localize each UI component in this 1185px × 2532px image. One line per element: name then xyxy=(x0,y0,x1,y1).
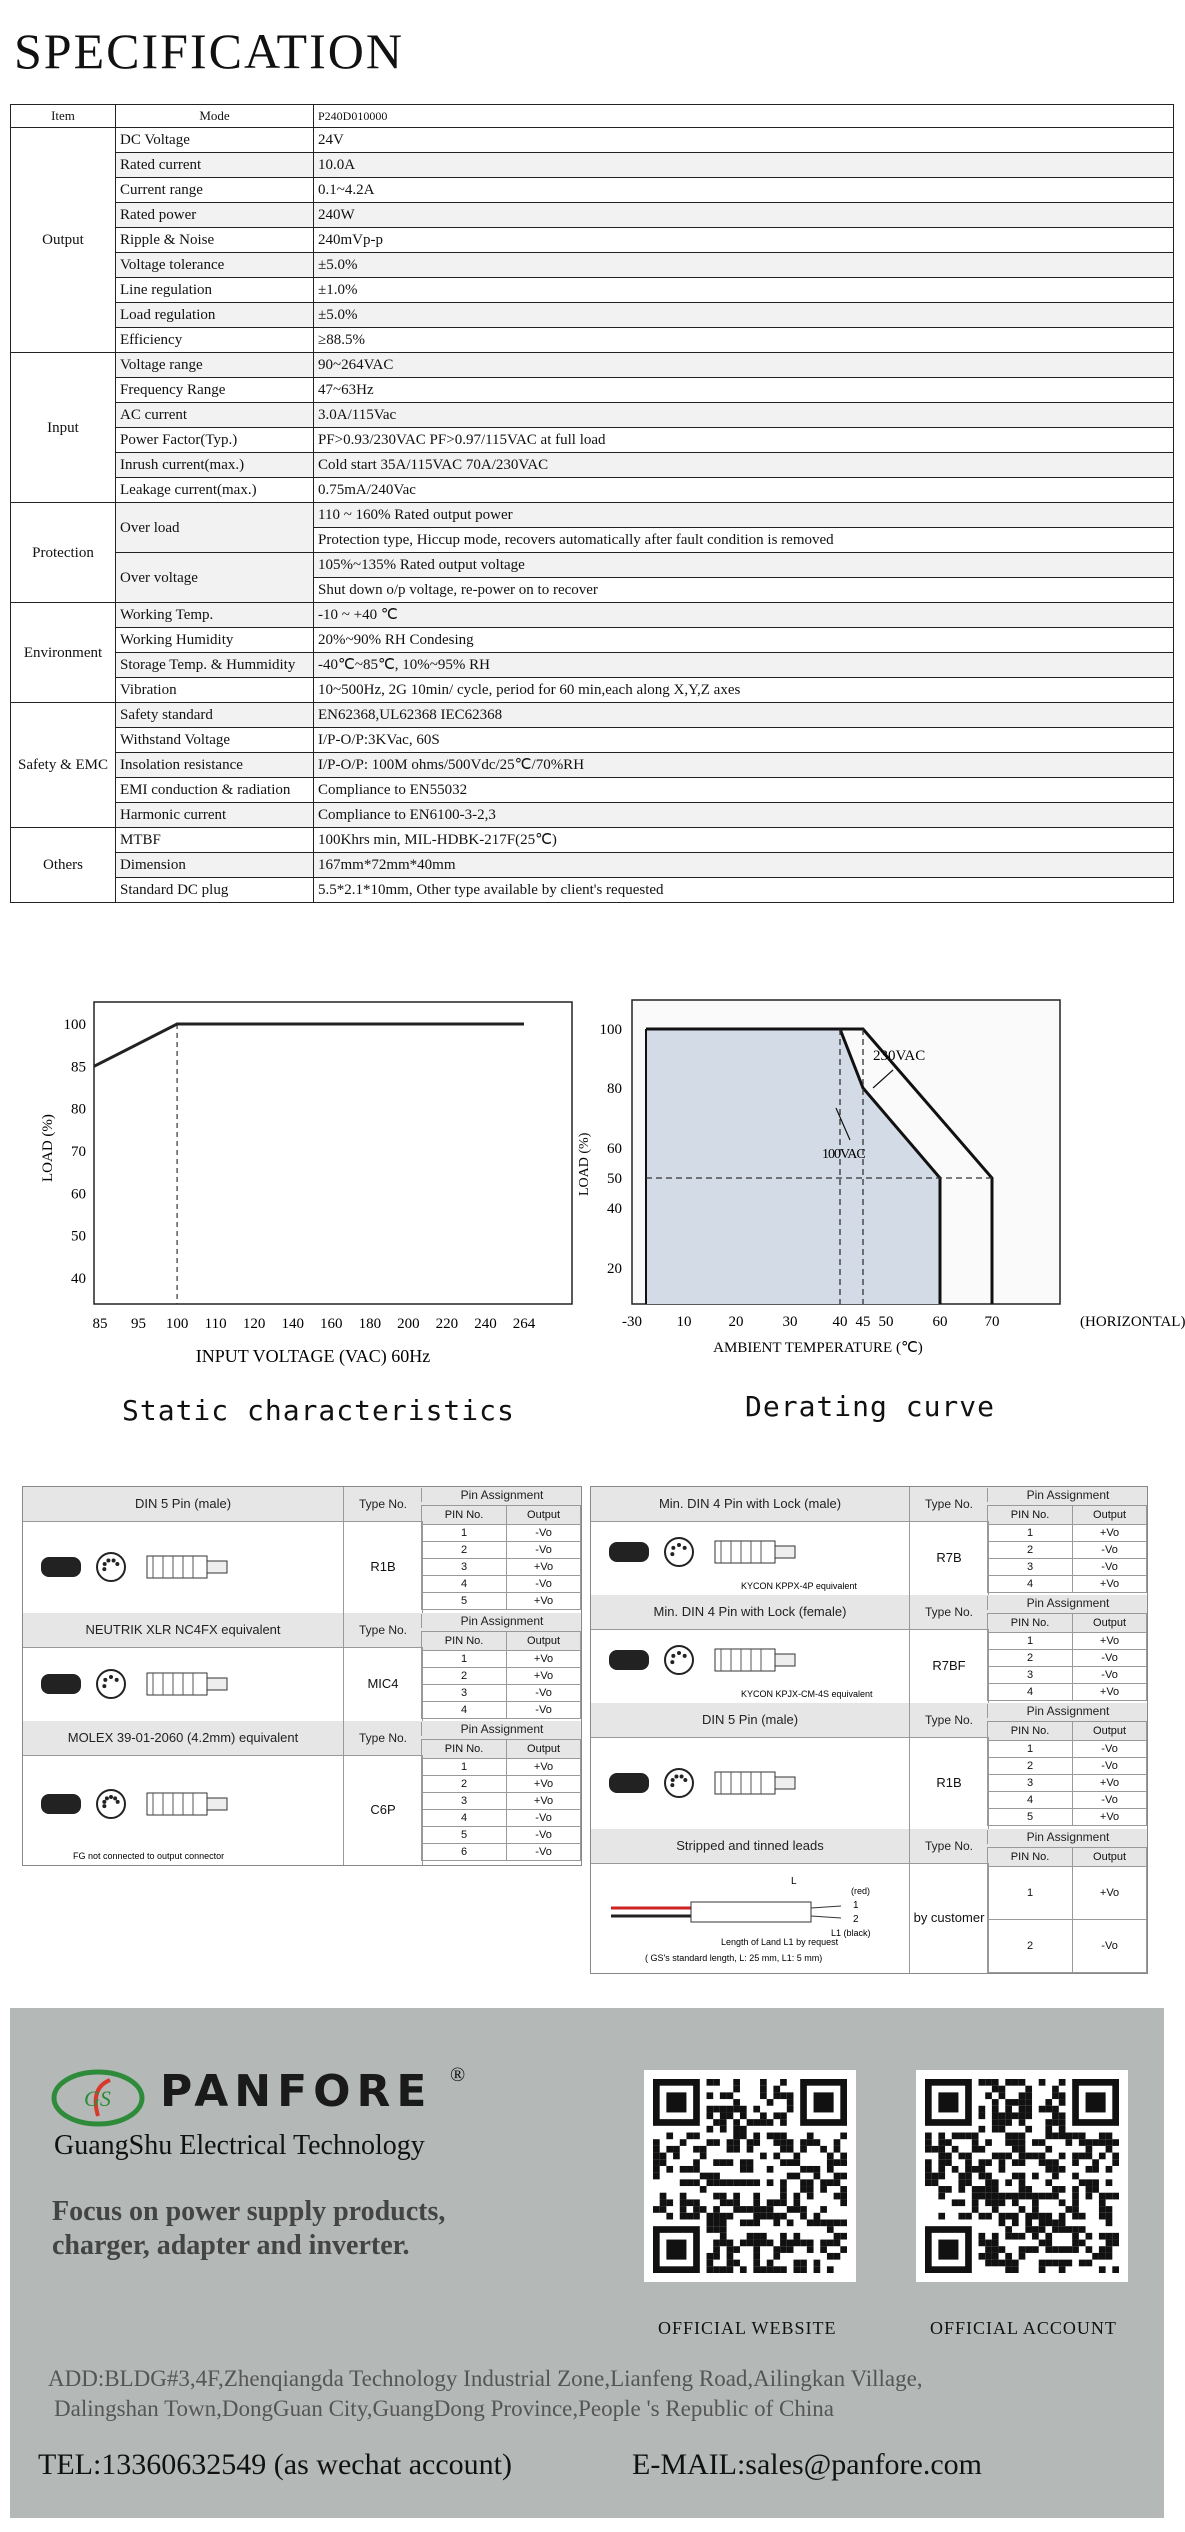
spec-row xyxy=(11,453,1174,478)
x-tick-label: 10 xyxy=(676,1314,692,1330)
header-item: Item xyxy=(11,105,116,128)
spec-value: 10.0A xyxy=(314,153,1174,178)
spec-value: Shut down o/p voltage, re-power on to recover xyxy=(314,578,1174,603)
pin-number: 3 xyxy=(988,1775,1073,1792)
connector-note: FG not connected to output connector xyxy=(73,1851,225,1861)
address-line-1: ADD:BLDG#3,4F,Zhenqiangda Technology Industrial Zone,Lianfeng Road,Ailingkan Village, xyxy=(48,2366,923,2391)
pin-output: -Vo xyxy=(1073,1741,1147,1758)
spec-value: 105%~135% Rated output voltage xyxy=(314,553,1174,578)
spec-value: 100Khrs min, MIL-HDBK-217F(25℃) xyxy=(314,828,1174,853)
pin-output: -Vo xyxy=(1073,1792,1147,1809)
y-tick-label: 50 xyxy=(607,1171,622,1187)
website-qr-code xyxy=(644,2070,856,2282)
brand-registered-mark: ® xyxy=(450,2064,466,2086)
account-qr-code xyxy=(916,2070,1128,2282)
pin-number: 4 xyxy=(422,1810,507,1827)
pin-number: 3 xyxy=(422,1559,507,1576)
spec-value: -40℃~85℃, 10%~95% RH xyxy=(314,653,1174,678)
pin-number: 5 xyxy=(988,1809,1073,1826)
spec-row xyxy=(11,303,1174,328)
pin-output: -Vo xyxy=(1073,1758,1147,1775)
pin-number: 1 xyxy=(422,1651,507,1668)
spec-key: Leakage current(max.) xyxy=(116,478,314,503)
pin-output: -Vo xyxy=(507,1685,581,1702)
series-label-230vac: 230VAC xyxy=(873,1048,926,1064)
spec-value: Protection type, Hiccup mode, recovers automatically after fault condition is removed xyxy=(314,528,1174,553)
lead-label: 2 xyxy=(853,1914,859,1925)
y-axis-label: LOAD (%) xyxy=(577,1132,592,1196)
lead-label: 1 xyxy=(853,1900,859,1911)
spec-value: 24V xyxy=(314,128,1174,153)
pin-number: 2 xyxy=(988,1758,1073,1775)
static-chart xyxy=(30,990,590,1410)
connector-title: Min. DIN 4 Pin with Lock (female) xyxy=(653,1604,847,1619)
type-no-header: Type No. xyxy=(343,1613,422,1647)
gs-logo-icon xyxy=(50,2066,146,2130)
pin-output: -Vo xyxy=(507,1525,581,1542)
x-tick-label: 40 xyxy=(832,1314,848,1330)
output-header: Output xyxy=(1073,1722,1147,1741)
y-tick-label: 85 xyxy=(71,1059,86,1076)
spec-value: 240mVp-p xyxy=(314,228,1174,253)
x-axis-label: INPUT VOLTAGE (VAC) 60Hz xyxy=(195,1346,431,1366)
output-header: Output xyxy=(1073,1614,1147,1633)
pin-number: 4 xyxy=(988,1576,1073,1593)
spec-value: 110 ~ 160% Rated output power xyxy=(314,503,1174,528)
connector-note: ( GS's standard length, L: 25 mm, L1: 5 mm) xyxy=(645,1953,823,1963)
spec-row xyxy=(11,203,1174,228)
y-tick-label: 40 xyxy=(71,1271,86,1287)
spec-row xyxy=(11,478,1174,503)
spec-key: Harmonic current xyxy=(116,803,314,828)
connector-type: by customer xyxy=(909,1863,989,1973)
spec-group-label: Input xyxy=(11,353,116,503)
spec-row xyxy=(11,753,1174,778)
spec-value: 167mm*72mm*40mm xyxy=(314,853,1174,878)
pin-output: -Vo xyxy=(1073,1650,1147,1667)
website-qr-label: OFFICIAL WEBSITE xyxy=(658,2318,837,2338)
pin-assignment-header: Pin Assignment xyxy=(987,1488,1148,1502)
spec-key: Voltage tolerance xyxy=(116,253,314,278)
pin-output: -Vo xyxy=(1073,1920,1147,1973)
spec-value: Cold start 35A/115VAC 70A/230VAC xyxy=(314,453,1174,478)
spec-row xyxy=(11,653,1174,678)
pin-output: +Vo xyxy=(507,1559,581,1576)
y-axis-label: LOAD (%) xyxy=(40,1114,56,1182)
connector-type: R1B xyxy=(909,1737,989,1829)
connector-title: Stripped and tinned leads xyxy=(676,1838,824,1853)
y-tick-label: 50 xyxy=(71,1228,86,1245)
pin-output: -Vo xyxy=(507,1576,581,1593)
x-tick-label: 100 xyxy=(165,1316,189,1332)
connector-note: Length of Land L1 by request xyxy=(721,1937,839,1947)
pin-table xyxy=(421,1631,581,1719)
spec-key: Withstand Voltage xyxy=(116,728,314,753)
pin-assignment-header: Pin Assignment xyxy=(987,1704,1148,1718)
output-header: Output xyxy=(1073,1506,1147,1525)
spec-row xyxy=(11,853,1174,878)
pin-number: 1 xyxy=(988,1633,1073,1650)
footer-banner xyxy=(10,2008,1164,2518)
pin-output: +Vo xyxy=(1073,1867,1147,1920)
series-label-100vac: 100VAC xyxy=(822,1147,865,1162)
spec-key: Over load xyxy=(116,503,314,553)
type-no-header: Type No. xyxy=(909,1487,988,1521)
spec-key: Over voltage xyxy=(116,553,314,603)
load-line xyxy=(94,1024,524,1066)
spec-table xyxy=(10,104,1174,903)
pin-number: 3 xyxy=(988,1667,1073,1684)
spec-key: Rated current xyxy=(116,153,314,178)
pin-output: +Vo xyxy=(1073,1525,1147,1542)
x-tick-label: 264 xyxy=(512,1316,536,1332)
email: E-MAIL:sales@panfore.com xyxy=(632,2448,983,2481)
pin-number: 4 xyxy=(988,1684,1073,1701)
spec-row xyxy=(11,803,1174,828)
pin-number: 5 xyxy=(422,1827,507,1844)
spec-group-label: Others xyxy=(11,828,116,903)
spec-value: ≥88.5% xyxy=(314,328,1174,353)
pin-number: 3 xyxy=(422,1793,507,1810)
lead-label: L xyxy=(791,1876,797,1887)
pin-number: 4 xyxy=(422,1702,507,1719)
spec-row xyxy=(11,778,1174,803)
output-header: Output xyxy=(507,1740,581,1759)
derating-chart-caption: Derating curve xyxy=(745,1390,996,1423)
spec-row xyxy=(11,553,1174,578)
spec-value: Compliance to EN6100-3-2,3 xyxy=(314,803,1174,828)
output-header: Output xyxy=(1073,1848,1147,1867)
connector-illustration xyxy=(591,1863,909,1973)
pin-number: 2 xyxy=(422,1542,507,1559)
account-qr-label: OFFICIAL ACCOUNT xyxy=(930,2318,1117,2338)
output-header: Output xyxy=(507,1632,581,1651)
spec-value: 5.5*2.1*10mm, Other type available by client's requested xyxy=(314,878,1174,903)
pin-number: 4 xyxy=(422,1576,507,1593)
pin-no-header: PIN No. xyxy=(422,1740,507,1759)
connector-type: R1B xyxy=(343,1521,423,1613)
connector-note: KYCON KPPX-4P equivalent xyxy=(741,1581,857,1591)
spec-key: Rated power xyxy=(116,203,314,228)
spec-row xyxy=(11,828,1174,853)
pin-number: 1 xyxy=(422,1759,507,1776)
pin-table xyxy=(987,1505,1147,1593)
pin-output: -Vo xyxy=(1073,1559,1147,1576)
pin-output: +Vo xyxy=(1073,1809,1147,1826)
spec-row xyxy=(11,503,1174,528)
pin-output: +Vo xyxy=(1073,1775,1147,1792)
pin-assignment-header: Pin Assignment xyxy=(421,1488,582,1502)
plot-frame xyxy=(94,1002,572,1304)
spec-value: 90~264VAC xyxy=(314,353,1174,378)
spec-row xyxy=(11,428,1174,453)
pin-assignment-header: Pin Assignment xyxy=(987,1596,1148,1610)
y-tick-label: 100 xyxy=(599,1022,622,1038)
pin-number: 1 xyxy=(988,1525,1073,1542)
x-tick-label: 45 xyxy=(855,1314,871,1330)
spec-key: Safety standard xyxy=(116,703,314,728)
pin-output: +Vo xyxy=(1073,1633,1147,1650)
spec-value: 0.75mA/240Vac xyxy=(314,478,1174,503)
spec-key: Working Temp. xyxy=(116,603,314,628)
spec-row xyxy=(11,228,1174,253)
spec-group-label: Output xyxy=(11,128,116,353)
pin-assignment-header: Pin Assignment xyxy=(421,1722,582,1736)
pin-number: 5 xyxy=(422,1593,507,1610)
type-no-header: Type No. xyxy=(909,1595,988,1629)
spec-row xyxy=(11,403,1174,428)
pin-number: 1 xyxy=(988,1867,1073,1920)
x-tick-label: 120 xyxy=(242,1316,266,1332)
address-line-2: Dalingshan Town,DongGuan City,GuangDong Province,People 's Republic of China xyxy=(54,2396,834,2421)
spec-row xyxy=(11,178,1174,203)
spec-row xyxy=(11,153,1174,178)
connector-type: R7B xyxy=(909,1521,989,1595)
spec-row xyxy=(11,628,1174,653)
pin-number: 2 xyxy=(988,1920,1073,1973)
pin-number: 1 xyxy=(988,1741,1073,1758)
spec-key: Storage Temp. & Hummidity xyxy=(116,653,314,678)
spec-key: Inrush current(max.) xyxy=(116,453,314,478)
header-mode: Mode xyxy=(116,105,314,128)
spec-row xyxy=(11,278,1174,303)
spec-value: 240W xyxy=(314,203,1174,228)
pin-output: +Vo xyxy=(507,1668,581,1685)
pin-table xyxy=(421,1739,581,1861)
lead-label: L1 (black) xyxy=(831,1928,871,1938)
spec-key: Load regulation xyxy=(116,303,314,328)
pin-output: -Vo xyxy=(507,1827,581,1844)
spec-key: Dimension xyxy=(116,853,314,878)
spec-row xyxy=(11,253,1174,278)
spec-key: EMI conduction & radiation xyxy=(116,778,314,803)
spec-row xyxy=(11,353,1174,378)
pin-output: -Vo xyxy=(507,1844,581,1861)
x-tick-label: -30 xyxy=(622,1314,642,1330)
pin-output: +Vo xyxy=(507,1759,581,1776)
y-tick-label: 60 xyxy=(71,1186,86,1203)
connector-title: MOLEX 39-01-2060 (4.2mm) equivalent xyxy=(67,1730,299,1745)
connector-title: DIN 5 Pin (male) xyxy=(134,1496,232,1511)
pin-output: +Vo xyxy=(507,1776,581,1793)
pin-output: -Vo xyxy=(1073,1542,1147,1559)
spec-group-label: Environment xyxy=(11,603,116,703)
header-model: P240D010000 xyxy=(314,105,1174,128)
slogan-line-2: charger, adapter and inverter. xyxy=(52,2230,410,2261)
spec-key: Insolation resistance xyxy=(116,753,314,778)
spec-key: Working Humidity xyxy=(116,628,314,653)
x-tick-label: 110 xyxy=(204,1316,227,1332)
pin-no-header: PIN No. xyxy=(988,1506,1073,1525)
spec-key: Voltage range xyxy=(116,353,314,378)
y-tick-label: 40 xyxy=(607,1201,622,1217)
svg-text:GS: GS xyxy=(84,2086,111,2111)
pin-output: -Vo xyxy=(1073,1667,1147,1684)
type-no-header: Type No. xyxy=(343,1721,422,1755)
spec-key: Power Factor(Typ.) xyxy=(116,428,314,453)
spec-row xyxy=(11,678,1174,703)
brand-name: PANFORE xyxy=(160,2066,433,2117)
y-tick-label: 80 xyxy=(71,1101,86,1118)
spec-key: Vibration xyxy=(116,678,314,703)
spec-row xyxy=(11,328,1174,353)
spec-value: -10 ~ +40 ℃ xyxy=(314,603,1174,628)
connector-illustration xyxy=(23,1521,343,1613)
x-tick-label: 95 xyxy=(131,1316,147,1332)
pin-output: +Vo xyxy=(1073,1576,1147,1593)
spec-key: Frequency Range xyxy=(116,378,314,403)
page-title: SPECIFICATION xyxy=(14,23,404,79)
spec-value: Compliance to EN55032 xyxy=(314,778,1174,803)
y-tick-label: 60 xyxy=(607,1141,622,1157)
pin-no-header: PIN No. xyxy=(422,1632,507,1651)
spec-value: PF>0.93/230VAC PF>0.97/115VAC at full load xyxy=(314,428,1174,453)
x-tick-label: 220 xyxy=(435,1316,459,1332)
spec-value: EN62368,UL62368 IEC62368 xyxy=(314,703,1174,728)
spec-key: Efficiency xyxy=(116,328,314,353)
spec-key: Ripple & Noise xyxy=(116,228,314,253)
spec-row xyxy=(11,378,1174,403)
y-tick-label: 80 xyxy=(607,1081,622,1097)
spec-key: Current range xyxy=(116,178,314,203)
connector-illustration xyxy=(23,1647,343,1721)
slogan-line-1: Focus on power supply products, xyxy=(52,2196,446,2227)
spec-row xyxy=(11,878,1174,903)
pin-no-header: PIN No. xyxy=(988,1614,1073,1633)
x-tick-label: 160 xyxy=(320,1316,343,1332)
spec-value: ±5.0% xyxy=(314,303,1174,328)
pin-assignment-header: Pin Assignment xyxy=(987,1830,1148,1844)
spec-value: 10~500Hz, 2G 10min/ cycle, period for 60 min,each along X,Y,Z axes xyxy=(314,678,1174,703)
pin-table xyxy=(987,1721,1147,1826)
spec-key: Line regulation xyxy=(116,278,314,303)
static-chart-caption: Static characteristics xyxy=(122,1394,515,1427)
pin-table xyxy=(987,1613,1147,1701)
x-tick-label: 85 xyxy=(92,1316,108,1332)
type-no-header: Type No. xyxy=(909,1703,988,1737)
pin-number: 3 xyxy=(422,1685,507,1702)
pin-no-header: PIN No. xyxy=(988,1722,1073,1741)
telephone: TEL:13360632549 (as wechat account) xyxy=(38,2448,513,2481)
pin-output: +Vo xyxy=(1073,1684,1147,1701)
connector-illustration xyxy=(591,1737,909,1829)
x-tick-label: 140 xyxy=(281,1316,304,1332)
spec-value: ±1.0% xyxy=(314,278,1174,303)
x-tick-label: 20 xyxy=(728,1314,744,1330)
connector-illustration xyxy=(591,1521,909,1595)
pin-number: 4 xyxy=(988,1792,1073,1809)
spec-group-label: Protection xyxy=(11,503,116,603)
pin-table xyxy=(987,1847,1147,1973)
connector-title: DIN 5 Pin (male) xyxy=(701,1712,799,1727)
company-name: GuangShu Electrical Technology xyxy=(54,2130,425,2161)
pin-table xyxy=(421,1505,581,1610)
spec-value: I/P-O/P: 100M ohms/500Vdc/25℃/70%RH xyxy=(314,753,1174,778)
lead-label: (red) xyxy=(851,1886,871,1896)
connector-type: C6P xyxy=(343,1755,423,1865)
pin-output: -Vo xyxy=(507,1810,581,1827)
connector-title: NEUTRIK XLR NC4FX equivalent xyxy=(85,1622,281,1637)
spec-key: Standard DC plug xyxy=(116,878,314,903)
pin-number: 2 xyxy=(988,1650,1073,1667)
spec-value: ±5.0% xyxy=(314,253,1174,278)
output-header: Output xyxy=(507,1506,581,1525)
y-tick-label: 20 xyxy=(607,1261,622,1277)
x-tick-label: 200 xyxy=(397,1316,420,1332)
spec-row xyxy=(11,603,1174,628)
x-axis-note: (HORIZONTAL) xyxy=(1080,1314,1185,1330)
pin-output: +Vo xyxy=(507,1593,581,1610)
connector-type: MIC4 xyxy=(343,1647,423,1721)
pin-output: -Vo xyxy=(507,1702,581,1719)
x-tick-label: 70 xyxy=(984,1314,1000,1330)
connector-type: R7BF xyxy=(909,1629,989,1703)
pin-output: +Vo xyxy=(507,1651,581,1668)
type-no-header: Type No. xyxy=(909,1829,988,1863)
connector-illustration xyxy=(591,1629,909,1703)
spec-key: MTBF xyxy=(116,828,314,853)
pin-no-header: PIN No. xyxy=(422,1506,507,1525)
pin-number: 1 xyxy=(422,1525,507,1542)
spec-group-label: Safety & EMC xyxy=(11,703,116,828)
spec-row xyxy=(11,128,1174,153)
connector-illustration xyxy=(23,1755,343,1865)
pin-assignment-header: Pin Assignment xyxy=(421,1614,582,1628)
spec-value: 0.1~4.2A xyxy=(314,178,1174,203)
spec-value: 20%~90% RH Condesing xyxy=(314,628,1174,653)
x-tick-label: 180 xyxy=(358,1316,382,1332)
spec-value: 47~63Hz xyxy=(314,378,1174,403)
derating-chart xyxy=(566,990,1185,1410)
spec-row xyxy=(11,728,1174,753)
spec-value: 3.0A/115Vac xyxy=(314,403,1174,428)
pin-number: 2 xyxy=(422,1776,507,1793)
type-no-header: Type No. xyxy=(343,1487,422,1521)
x-axis-label: AMBIENT TEMPERATURE (℃) xyxy=(713,1340,923,1356)
y-tick-label: 70 xyxy=(71,1144,86,1160)
pin-output: +Vo xyxy=(507,1793,581,1810)
spec-key: DC Voltage xyxy=(116,128,314,153)
x-tick-label: 60 xyxy=(932,1314,948,1330)
x-tick-label: 240 xyxy=(474,1316,497,1332)
y-tick-label: 100 xyxy=(63,1017,86,1033)
x-tick-label: 30 xyxy=(782,1314,798,1330)
pin-output: -Vo xyxy=(507,1542,581,1559)
x-tick-label: 50 xyxy=(878,1314,894,1330)
pin-number: 2 xyxy=(422,1668,507,1685)
spec-row xyxy=(11,703,1174,728)
connector-note: KYCON KPJX-CM-4S equivalent xyxy=(741,1689,873,1699)
pin-number: 3 xyxy=(988,1559,1073,1576)
spec-key: AC current xyxy=(116,403,314,428)
pin-no-header: PIN No. xyxy=(988,1848,1073,1867)
connector-title: Min. DIN 4 Pin with Lock (male) xyxy=(658,1496,842,1511)
pin-number: 6 xyxy=(422,1844,507,1861)
pin-number: 2 xyxy=(988,1542,1073,1559)
spec-value: I/P-O/P:3KVac, 60S xyxy=(314,728,1174,753)
